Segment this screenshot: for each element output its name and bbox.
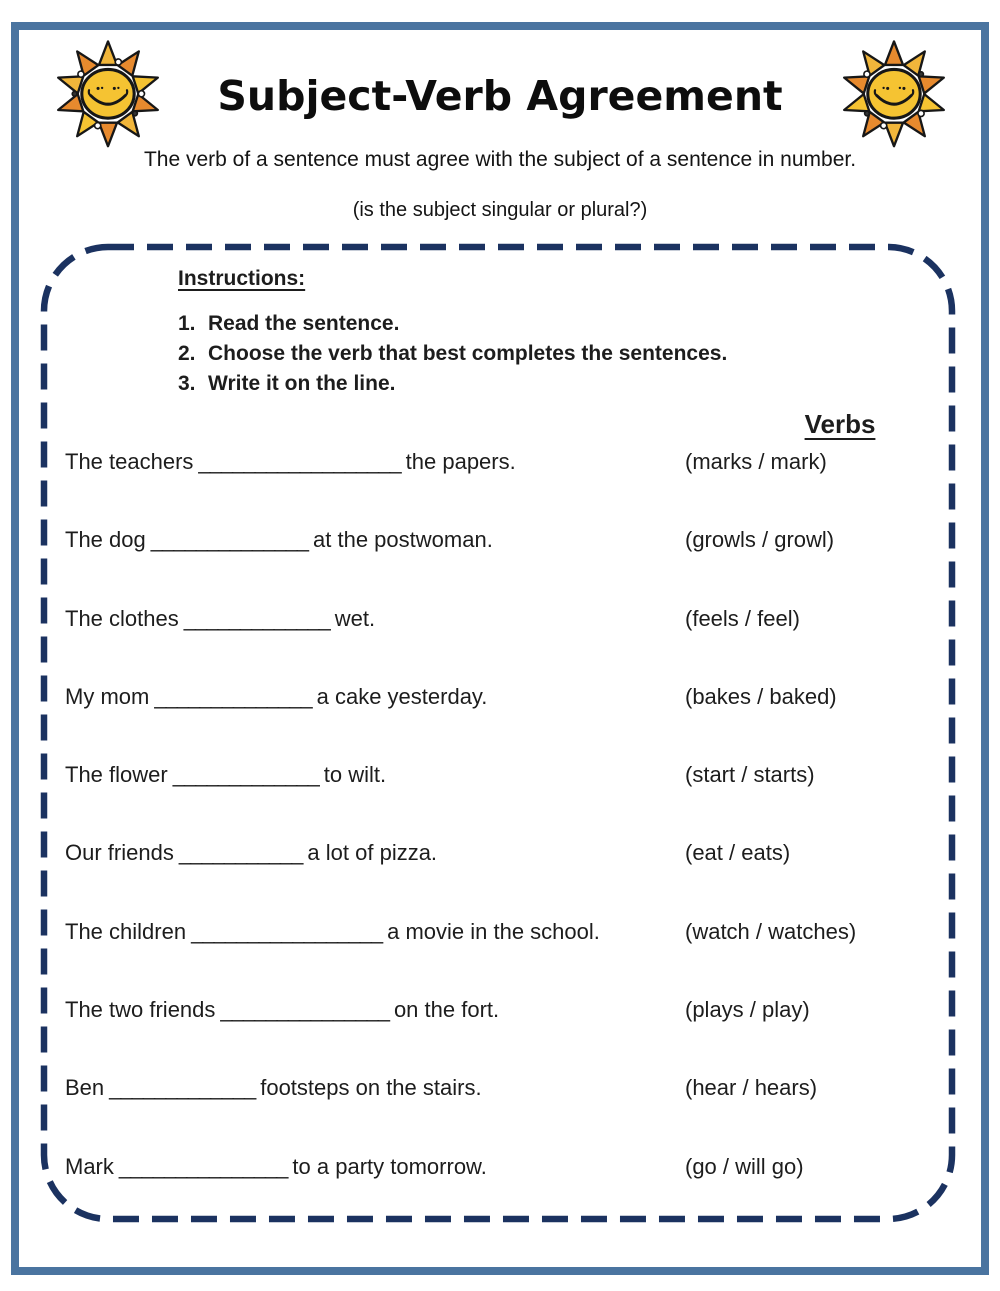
sentence-row [65, 605, 950, 683]
answer-blank[interactable]: _____________ [109, 1075, 256, 1101]
answer-blank[interactable]: ______________ [154, 683, 312, 709]
instructions-steps [178, 309, 727, 399]
step-number: 3. [178, 372, 196, 395]
verb-options: (marks / mark) [685, 449, 827, 474]
sentence-text: The teachers __________________ the papers. [65, 449, 516, 474]
sentence-list [65, 448, 950, 1231]
page-subtitle: The verb of a sentence must agree with the subject of a sentence in number. [143, 148, 857, 171]
sentence-text: Mark _______________ to a party tomorrow. [65, 1153, 487, 1179]
sentence-text: Our friends ___________ a lot of pizza. [65, 840, 438, 866]
step-number: 1. [178, 312, 196, 335]
verb-options: (growls / growl) [685, 527, 835, 553]
sentence-text: The dog ______________ at the postwoman. [65, 527, 493, 553]
sentence-text: The children _________________ a movie in the school. [65, 918, 600, 944]
verb-options: (bakes / baked) [685, 683, 837, 709]
instruction-step [178, 309, 727, 339]
answer-blank[interactable]: _________________ [191, 918, 383, 944]
answer-blank[interactable]: _______________ [118, 1153, 288, 1179]
sentence-row [65, 683, 950, 761]
verb-options: (watch / watches) [685, 918, 857, 944]
step-number: 2. [178, 342, 196, 365]
answer-blank[interactable]: _____________ [172, 762, 319, 788]
sentence-row [65, 996, 950, 1074]
sentence-text: Ben _____________ footsteps on the stairs. [65, 1075, 482, 1101]
step-text: Choose the verb that best completes the sentences. [208, 342, 728, 365]
sentence-row [65, 1074, 950, 1152]
verb-options: (hear / hears) [685, 1075, 818, 1101]
verbs-column-header: Verbs [804, 409, 876, 439]
sentence-row [65, 761, 950, 839]
sentence-text: The two friends _______________ on the fort. [65, 997, 500, 1023]
sentence-row [65, 1153, 950, 1231]
verb-options: (plays / play) [685, 997, 810, 1023]
singular-plural-hint: (is the subject singular or plural?) [352, 199, 648, 221]
sentence-row [65, 839, 950, 917]
verb-options: (start / starts) [685, 762, 815, 788]
step-text: Write it on the line. [208, 372, 396, 395]
verb-options: (feels / feel) [685, 605, 800, 631]
sentence-row [65, 448, 950, 526]
answer-blank[interactable]: ______________ [150, 527, 309, 553]
page-title: Subject-Verb Agreement [217, 72, 783, 120]
answer-blank[interactable]: _____________ [183, 605, 330, 631]
verb-options: (eat / eats) [685, 840, 791, 866]
verb-options: (go / will go) [685, 1153, 804, 1179]
instructions-block [178, 267, 727, 399]
step-text: Read the sentence. [208, 312, 400, 335]
answer-blank[interactable]: _______________ [220, 997, 389, 1023]
sentence-text: The clothes _____________ wet. [65, 605, 376, 631]
sentence-row [65, 526, 950, 604]
answer-blank[interactable]: __________________ [198, 449, 401, 474]
sentence-text: The flower _____________ to wilt. [65, 762, 387, 788]
instructions-heading: Instructions: [178, 267, 306, 290]
answer-blank[interactable]: ___________ [178, 840, 303, 866]
instruction-step [178, 339, 727, 369]
worksheet-panel [40, 243, 956, 1223]
instruction-step [178, 369, 727, 399]
sentence-row [65, 918, 950, 996]
sentence-text: My mom ______________ a cake yesterday. [65, 683, 488, 709]
